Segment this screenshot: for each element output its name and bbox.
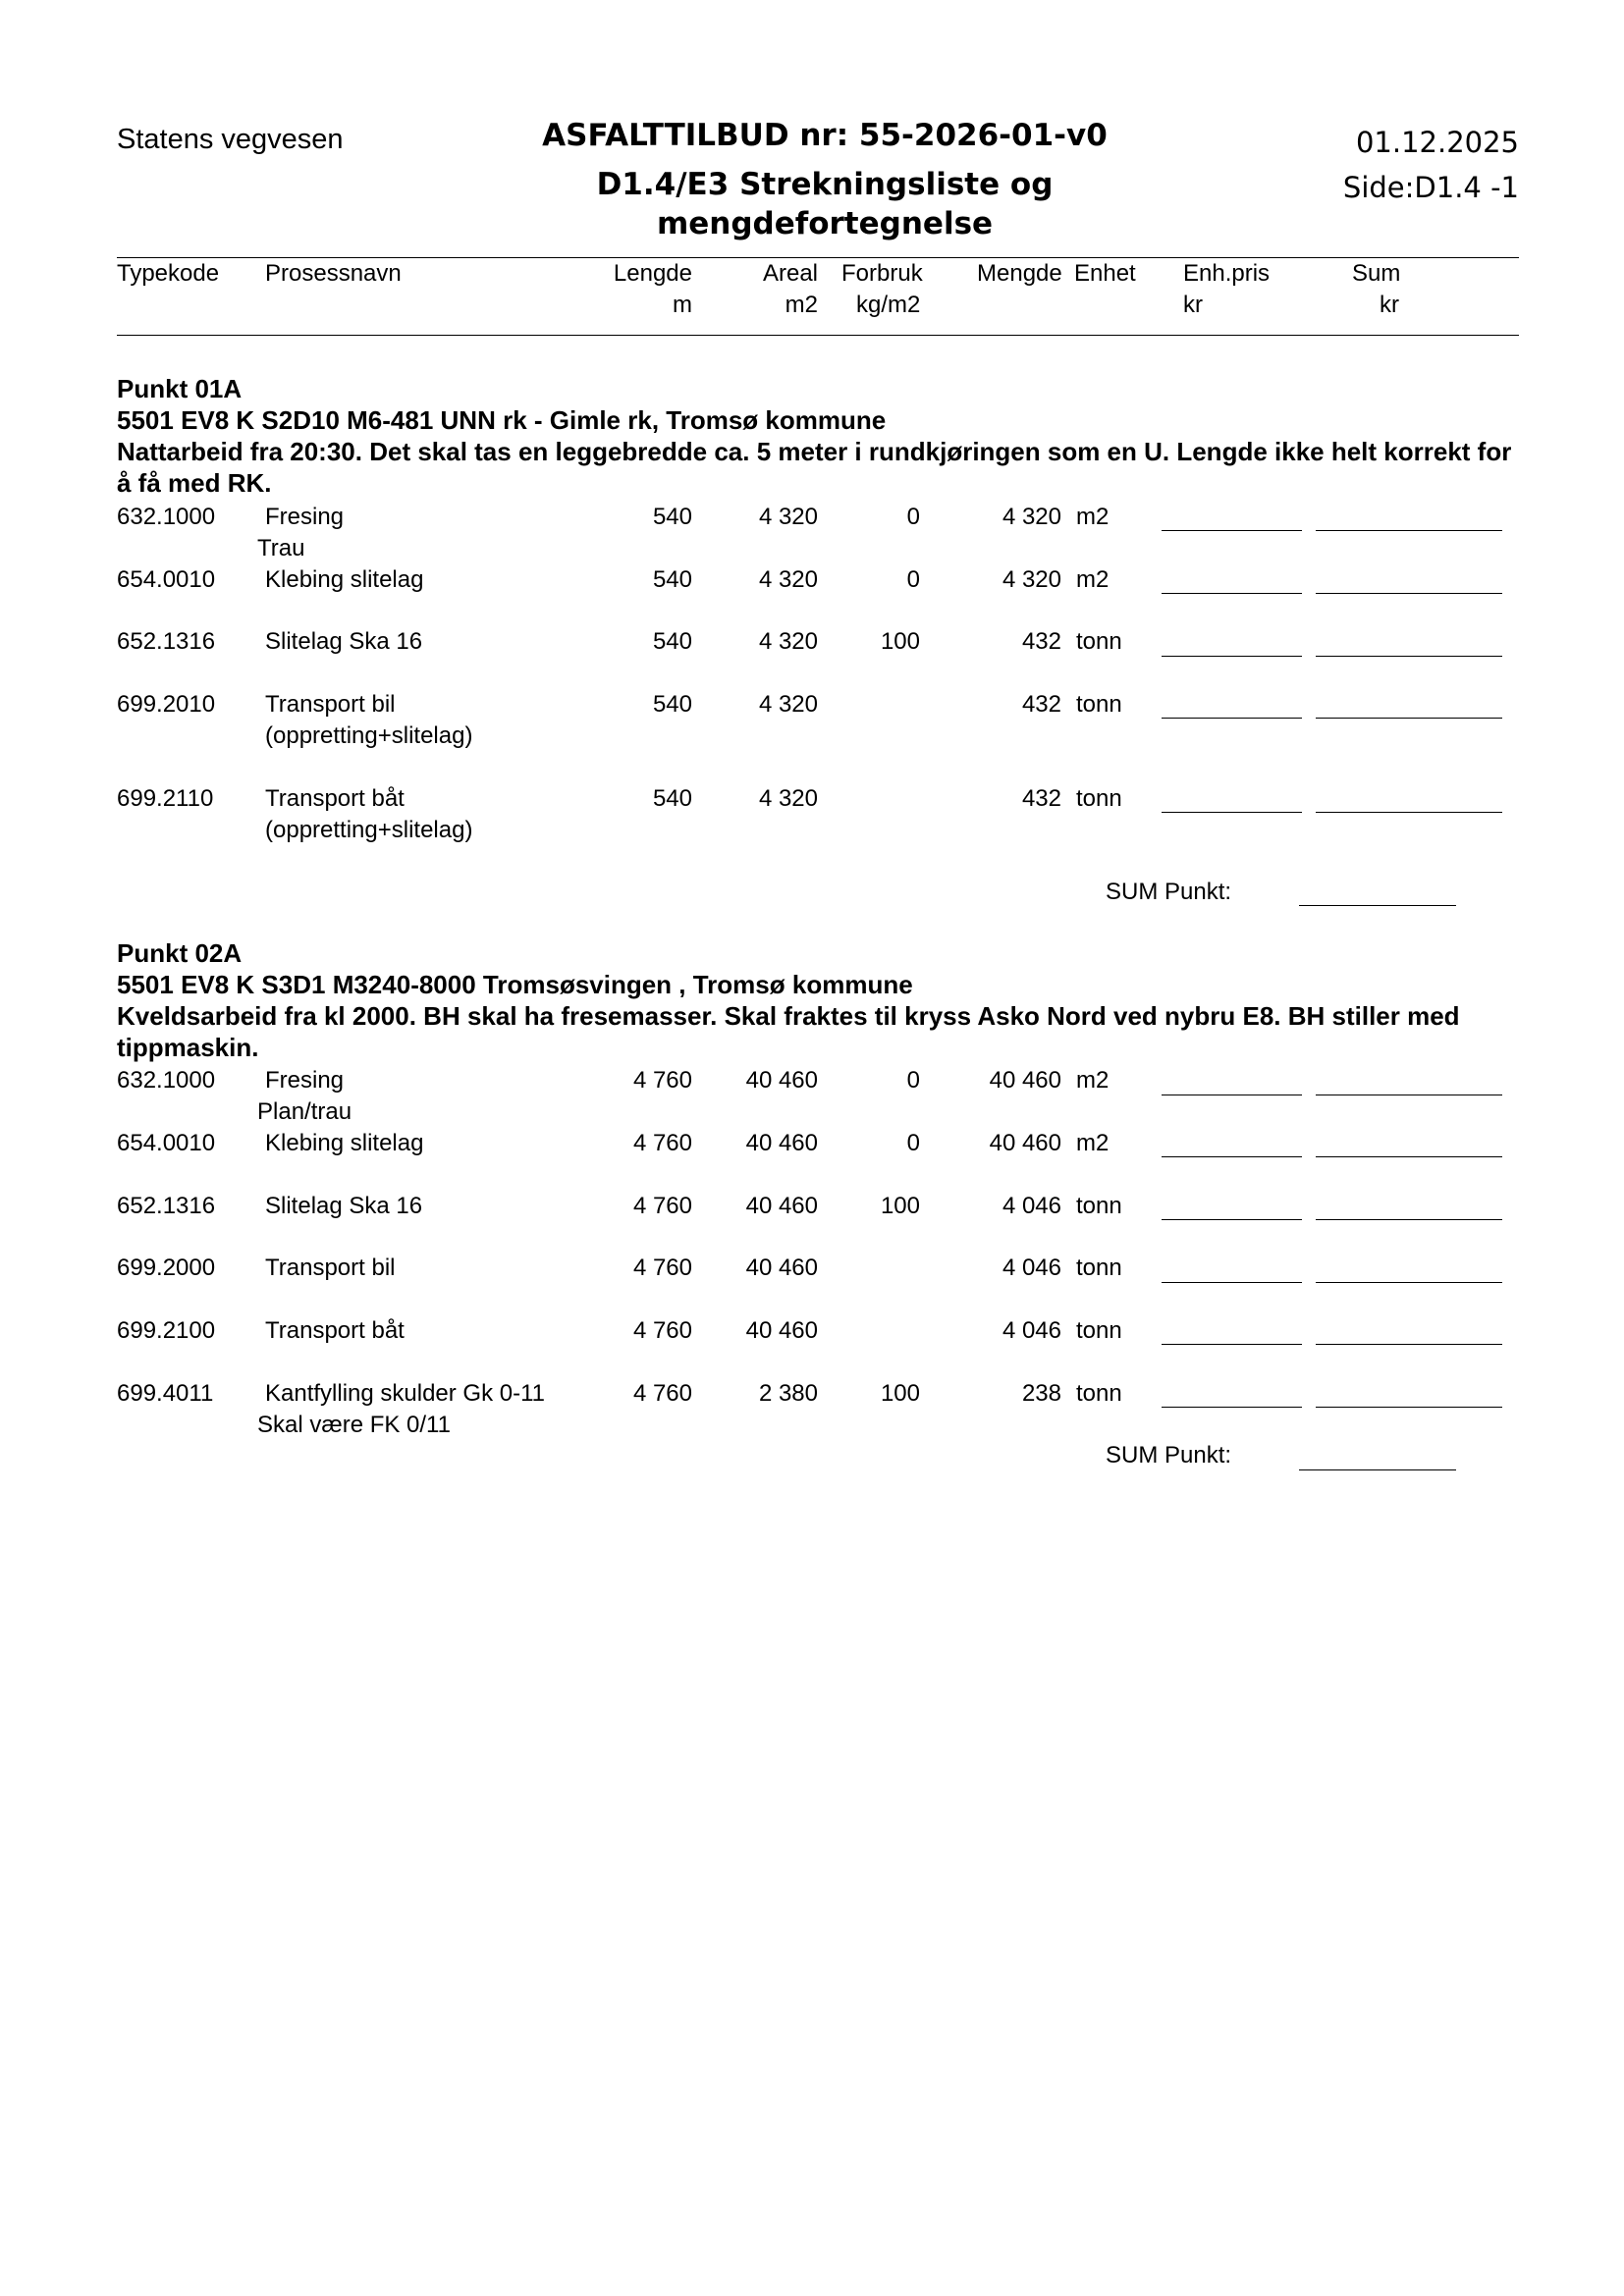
col-forbruk: Forbruk [841, 260, 923, 287]
row-code: 699.4011 [117, 1380, 214, 1407]
col-mengde: Mengde [977, 260, 1062, 287]
row-enhet: m2 [1076, 1130, 1110, 1156]
col-areal: Areal [762, 260, 818, 287]
sum-field[interactable] [1316, 1407, 1502, 1408]
row-lengde: 4 760 [632, 1255, 692, 1281]
row-code: 699.2100 [117, 1317, 216, 1344]
col-areal-unit: m2 [785, 292, 818, 318]
row-areal: 40 460 [745, 1193, 818, 1219]
sum-field[interactable] [1316, 530, 1502, 531]
unit-price-field[interactable] [1162, 656, 1302, 657]
sum-field[interactable] [1316, 812, 1502, 813]
row-areal: 40 460 [745, 1130, 818, 1156]
row-enhet: tonn [1076, 1317, 1122, 1344]
unit-price-field[interactable] [1162, 1407, 1302, 1408]
row-enhet: tonn [1076, 1255, 1122, 1281]
sum-field[interactable] [1316, 656, 1502, 657]
row-code: 652.1316 [117, 628, 216, 655]
row-areal: 40 460 [745, 1317, 818, 1344]
row-mengde: 238 [1021, 1380, 1061, 1407]
sum-field[interactable] [1316, 1344, 1502, 1345]
col-prosessnavn: Prosessnavn [265, 260, 402, 287]
col-sum: Sum [1352, 260, 1401, 287]
col-sum-unit: kr [1380, 292, 1399, 318]
row-areal: 2 380 [758, 1380, 818, 1407]
row-areal: 4 320 [758, 785, 818, 812]
row-forbruk: 0 [906, 1067, 920, 1094]
row-note: Skal være FK 0/11 [257, 1412, 451, 1438]
row-name: Transport bil [265, 1255, 396, 1281]
unit-price-field[interactable] [1162, 718, 1302, 719]
row-mengde: 4 046 [1001, 1317, 1061, 1344]
row-name-line2: (oppretting+slitelag) [265, 817, 473, 843]
col-typekode: Typekode [117, 260, 220, 287]
col-enhet: Enhet [1074, 260, 1136, 287]
col-enhpris: Enh.pris [1183, 260, 1271, 287]
row-lengde: 540 [652, 566, 692, 593]
row-code: 632.1000 [117, 504, 216, 530]
row-name: Transport båt [265, 785, 405, 812]
col-lengde: Lengde [613, 260, 692, 287]
row-mengde: 4 320 [1001, 566, 1061, 593]
unit-price-field[interactable] [1162, 1282, 1302, 1283]
section-road-label: 5501 EV8 K S2D10 M6-481 UNN rk - Gimle rk, Tromsø kommune [117, 405, 887, 435]
row-lengde: 4 760 [632, 1193, 692, 1219]
row-name: Transport båt [265, 1317, 405, 1344]
row-lengde: 540 [652, 504, 692, 530]
row-enhet: tonn [1076, 1193, 1122, 1219]
row-lengde: 540 [652, 785, 692, 812]
row-name: Klebing slitelag [265, 566, 424, 593]
row-name: Fresing [265, 504, 345, 530]
row-lengde: 4 760 [632, 1130, 692, 1156]
col-lengde-unit: m [673, 292, 692, 318]
document-title: ASFALTTILBUD nr: 55-2026-01-v0 [542, 118, 1108, 153]
row-code: 654.0010 [117, 566, 216, 593]
row-mengde: 432 [1021, 785, 1061, 812]
page-number: Side:D1.4 -1 [1342, 171, 1519, 204]
row-name: Slitelag Ska 16 [265, 628, 423, 655]
row-code: 632.1000 [117, 1067, 216, 1094]
row-areal: 40 460 [745, 1255, 818, 1281]
sum-field[interactable] [1316, 1219, 1502, 1220]
row-enhet: m2 [1076, 504, 1110, 530]
row-code: 699.2000 [117, 1255, 216, 1281]
row-forbruk: 0 [906, 566, 920, 593]
row-forbruk: 100 [880, 628, 920, 655]
col-enhpris-unit: kr [1183, 292, 1203, 318]
sum-punkt-label: SUM Punkt: [1106, 879, 1232, 905]
row-enhet: tonn [1076, 785, 1122, 812]
row-name: Slitelag Ska 16 [265, 1193, 423, 1219]
row-mengde: 432 [1021, 628, 1061, 655]
row-code: 699.2010 [117, 691, 216, 718]
row-enhet: m2 [1076, 566, 1110, 593]
section-description: Nattarbeid fra 20:30. Det skal tas en leggebredde ca. 5 meter i rundkjøringen som en U. Lengde ikke helt korrekt for å få med RK. [117, 437, 1512, 498]
row-code: 654.0010 [117, 1130, 216, 1156]
row-forbruk: 0 [906, 504, 920, 530]
section-description: Kveldsarbeid fra kl 2000. BH skal ha fresemasser. Skal fraktes til kryss Asko Nord ved nybru E8. BH stiller med tippmaskin. [117, 1001, 1460, 1062]
row-forbruk: 0 [906, 1130, 920, 1156]
row-mengde: 432 [1021, 691, 1061, 718]
sum-punkt-label: SUM Punkt: [1106, 1442, 1232, 1468]
row-code: 699.2110 [117, 785, 214, 812]
row-mengde: 40 460 [989, 1067, 1061, 1094]
row-note: Plan/trau [257, 1098, 352, 1125]
sum-field[interactable] [1316, 1156, 1502, 1157]
section-punkt-label: Punkt 02A [117, 938, 243, 968]
sum-field[interactable] [1316, 593, 1502, 594]
row-enhet: m2 [1076, 1067, 1110, 1094]
row-lengde: 540 [652, 628, 692, 655]
unit-price-field[interactable] [1162, 1156, 1302, 1157]
row-mengde: 4 046 [1001, 1193, 1061, 1219]
row-areal: 4 320 [758, 504, 818, 530]
sum-field[interactable] [1316, 718, 1502, 719]
row-areal: 40 460 [745, 1067, 818, 1094]
row-lengde: 540 [652, 691, 692, 718]
row-mengde: 4 320 [1001, 504, 1061, 530]
row-enhet: tonn [1076, 628, 1122, 655]
unit-price-field[interactable] [1162, 1344, 1302, 1345]
row-mengde: 40 460 [989, 1130, 1061, 1156]
row-areal: 4 320 [758, 691, 818, 718]
row-code: 652.1316 [117, 1193, 216, 1219]
row-note: Trau [257, 535, 305, 561]
row-enhet: tonn [1076, 691, 1122, 718]
section-punkt-label: Punkt 01A [117, 374, 243, 403]
row-areal: 4 320 [758, 628, 818, 655]
row-name: Transport bil [265, 691, 396, 718]
document-date: 01.12.2025 [1355, 126, 1519, 159]
row-name: Fresing [265, 1067, 345, 1094]
row-forbruk: 100 [880, 1380, 920, 1407]
sum-field[interactable] [1316, 1282, 1502, 1283]
unit-price-field[interactable] [1162, 530, 1302, 531]
unit-price-field[interactable] [1162, 812, 1302, 813]
row-lengde: 4 760 [632, 1380, 692, 1407]
row-name-line2: (oppretting+slitelag) [265, 722, 473, 749]
unit-price-field[interactable] [1162, 593, 1302, 594]
section-road-label: 5501 EV8 K S3D1 M3240-8000 Tromsøsvingen , Tromsø kommune [117, 970, 913, 999]
row-name: Kantfylling skulder Gk 0-11 [265, 1380, 546, 1407]
unit-price-field[interactable] [1162, 1219, 1302, 1220]
sum-punkt-field[interactable] [1299, 905, 1456, 906]
row-lengde: 4 760 [632, 1067, 692, 1094]
sum-punkt-field[interactable] [1299, 1469, 1456, 1470]
org-name: Statens vegvesen [117, 124, 344, 155]
header-rule-bottom [117, 335, 1519, 336]
row-enhet: tonn [1076, 1380, 1122, 1407]
row-forbruk: 100 [880, 1193, 920, 1219]
row-mengde: 4 046 [1001, 1255, 1061, 1281]
document-subtitle: D1.4/E3 Strekningsliste og mengdefortegnelse [596, 167, 1054, 241]
col-forbruk-unit: kg/m2 [856, 292, 921, 318]
row-areal: 4 320 [758, 566, 818, 593]
row-lengde: 4 760 [632, 1317, 692, 1344]
row-name: Klebing slitelag [265, 1130, 424, 1156]
